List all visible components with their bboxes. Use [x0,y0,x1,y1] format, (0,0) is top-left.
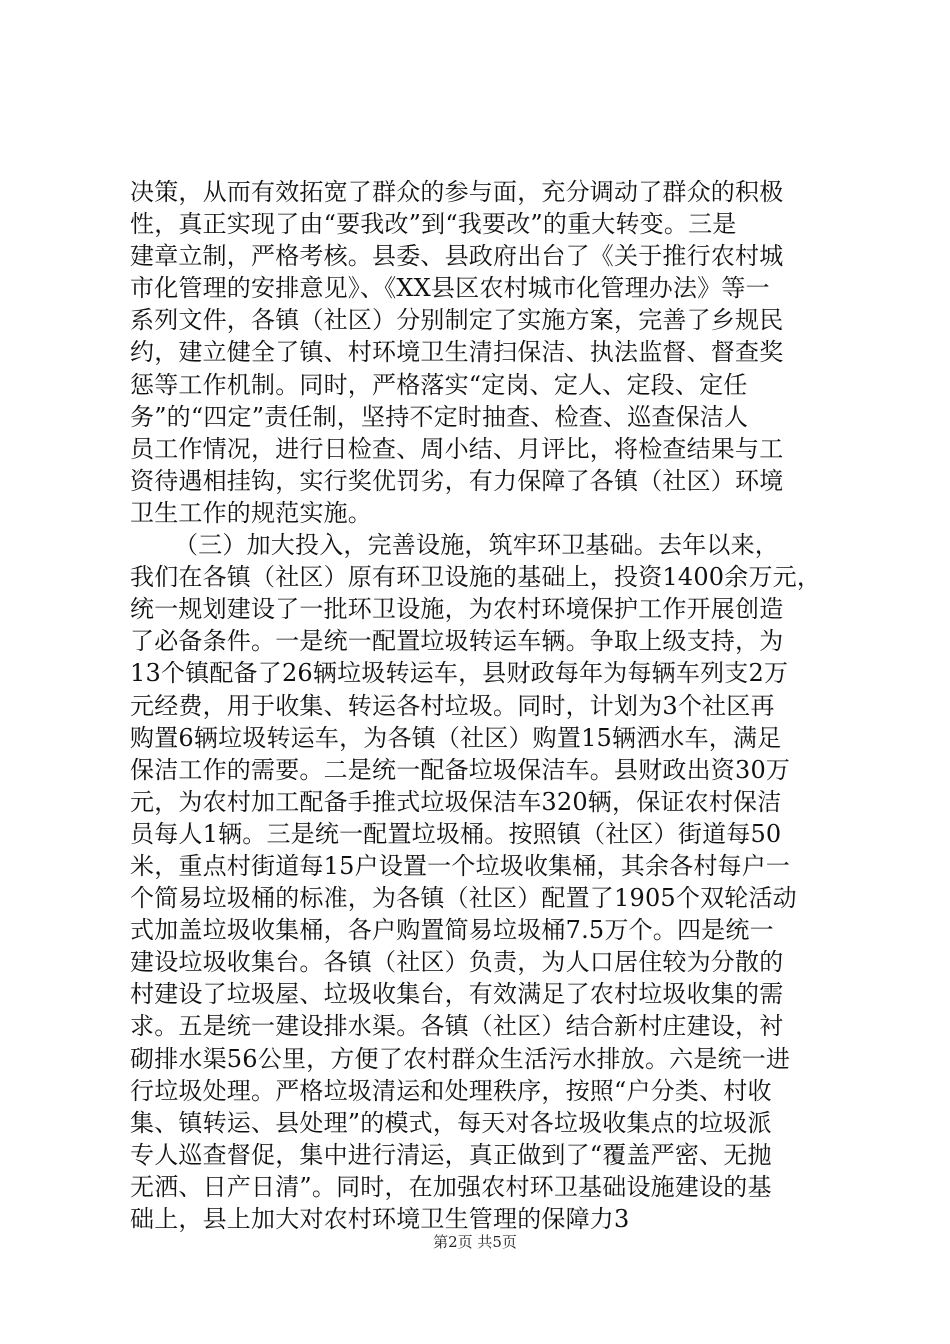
body-text [130,176,830,1235]
text-line: 建章立制，严格考核。县委、县政府出台了《关于推行农村城 [130,242,784,271]
text-line: 务”的“四定”责任制，坚持不定时抽查、检查、巡查保洁人 [130,402,749,431]
text-line: 行垃圾处理。严格垃圾清运和处理秩序，按照“户分类、村收 [130,1076,772,1105]
text-line: 础上，县上加大对农村环境卫生管理的保障力3 [130,1205,630,1233]
text-line: 元经费，用于收集、转运各村垃圾。同时，计划为3个社区再 [130,691,775,720]
text-line: 市化管理的安排意见》、《XX县区农村城市化管理办法》等一 [130,274,770,303]
text-line: 13个镇配备了26辆垃圾转运车，县财政每年为每辆车列支2万 [130,659,789,688]
text-line: 惩等工作机制。同时，严格落实“定岗、定人、定段、定任 [130,370,748,399]
text-line: 购置6辆垃圾转运车，为各镇（社区）购置15辆洒水车，满足 [130,723,782,752]
text-line: 建设垃圾收集台。各镇（社区）负责，为人口居住较为分散的 [130,948,784,977]
text-line: 保洁工作的需要。二是统一配备垃圾保洁车。县财政出资30万 [130,755,791,784]
section-heading-line: （三）加大投入，完善设施，筑牢环卫基础。去年以来， [174,531,779,560]
text-line: 式加盖垃圾收集桶，各户购置简易垃圾桶7.5万个。四是统一 [130,916,774,945]
text-line: 集、镇转运、县处理”的模式，每天对各垃圾收集点的垃圾派 [130,1108,772,1137]
text-line: 专人巡查督促，集中进行清运，真正做到了“覆盖严密、无抛 [130,1140,772,1169]
text-line: 村建设了垃圾屋、垃圾收集台，有效满足了农村垃圾收集的需 [130,980,784,1009]
text-line: 我们在各镇（社区）原有环卫设施的基础上，投资1400余万元， [130,563,822,592]
text-line: 决策，从而有效拓宽了群众的参与面，充分调动了群众的积极 [130,178,784,206]
text-line: 无洒、日产日清”。同时，在加强农村环卫基础设施建设的基 [130,1172,772,1201]
text-line: 求。五是统一建设排水渠。各镇（社区）结合新村庄建设，衬 [130,1012,784,1041]
text-line: 卫生工作的规范实施。 [130,498,372,527]
text-line: 员每人1辆。三是统一配置垃圾桶。按照镇（社区）街道每50 [130,819,782,848]
text-line: 员工作情况，进行日检查、周小结、月评比，将检查结果与工 [130,434,784,463]
text-line: 砌排水渠56公里，方便了农村群众生活污水排放。六是统一进 [130,1044,791,1073]
text-line: 米，重点村街道每15户设置一个垃圾收集桶，其余各村每户一 [130,851,791,880]
text-line: 元，为农村加工配备手推式垃圾保洁车320辆，保证农村保洁 [130,787,782,816]
text-line: 统一规划建设了一批环卫设施，为农村环境保护工作开展创造 [130,595,784,624]
text-line: 资待遇相挂钩，实行奖优罚劣，有力保障了各镇（社区）环境 [130,466,784,495]
text-line: 了必备条件。一是统一配置垃圾转运车辆。争取上级支持，为 [130,627,784,656]
text-line: 个简易垃圾桶的标准，为各镇（社区）配置了1905个双轮活动 [130,884,797,913]
page-number-label: 第2页 共5页 [433,1233,517,1251]
text-line: 系列文件，各镇（社区）分别制定了实施方案，完善了乡规民 [130,306,784,335]
text-line: 约，建立健全了镇、村环境卫生清扫保洁、执法监督、督查奖 [130,338,784,367]
page-footer [0,1232,950,1252]
text-line: 性，真正实现了由“要我改”到“我要改”的重大转变。三是 [130,210,737,239]
